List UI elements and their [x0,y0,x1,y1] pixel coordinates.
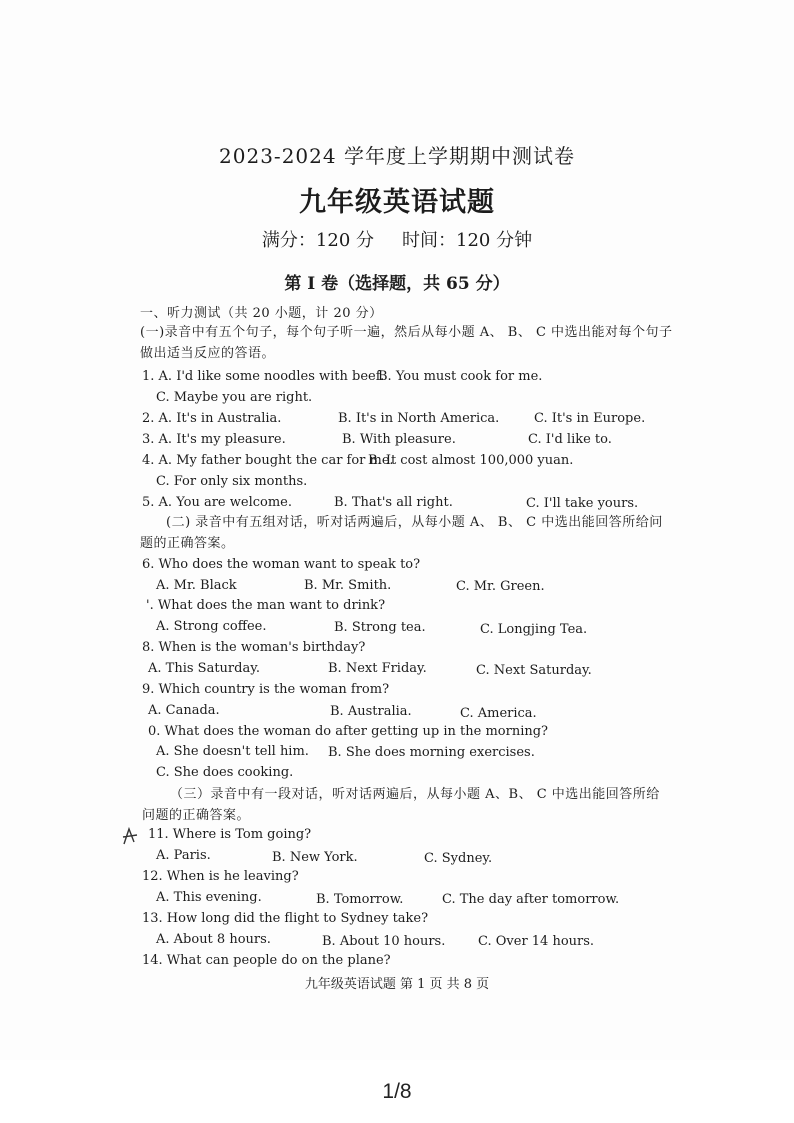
q2-option-b: B. It's in North America. [338,411,500,426]
q10-option-b: B. She does morning exercises. [328,745,535,760]
q13-option-b: B. About 10 hours. [322,934,446,949]
q9-option-c: C. America. [460,706,537,721]
q6-option-c: C. Mr. Green. [456,579,545,594]
q2-option-a: 2. A. It's in Australia. [142,411,282,426]
q14-stem: 14. What can people do on the plane? [142,953,391,968]
q7-option-a: A. Strong coffee. [156,619,267,634]
year-title: 2023-2024 学年度上学期期中测试卷 [219,144,575,168]
q3-option-a: 3. A. It's my pleasure. [142,432,286,447]
part1-title: 第 I 卷（选择题，共 65 分） [284,274,510,294]
q4-option-b: B. It cost almost 100,000 yuan. [368,453,574,468]
main-title: 九年级英语试题 [299,187,495,218]
q6-option-a: A. Mr. Black [156,578,237,593]
section1a-instruction-line2: 做出适当反应的答语。 [140,346,276,361]
q3-option-c: C. I'd like to. [528,432,612,447]
q11-option-a: A. Paris. [156,848,211,863]
q1-option-b: B. You must cook for me. [378,369,543,384]
q8-option-c: C. Next Saturday. [476,663,592,678]
q12-option-c: C. The day after tomorrow. [442,892,620,907]
q1-option-c: C. Maybe you are right. [156,390,313,405]
q11-option-c: C. Sydney. [424,851,493,866]
q9-option-a: A. Canada. [148,703,220,718]
section1-title: 一、听力测试（共 20 小题，计 20 分） [140,306,383,321]
q7-option-b: B. Strong tea. [334,620,426,635]
q5-option-b: B. That's all right. [334,495,453,510]
q1-option-a: 1. A. I'd like some noodles with beef. [142,369,385,384]
q6-stem: 6. Who does the woman want to speak to? [142,557,421,572]
q13-option-c: C. Over 14 hours. [478,934,595,949]
q10-option-a: A. She doesn't tell him. [156,744,309,759]
q7-stem: '. What does the man want to drink? [146,598,386,613]
q13-option-a: A. About 8 hours. [156,932,271,947]
section1b-instruction-line2: 题的正确答案。 [140,536,235,551]
q12-option-a: A. This evening. [156,890,262,905]
q3-option-b: B. With pleasure. [342,432,456,447]
time-limit: 时间：120 分钟 [402,230,533,251]
q4-option-a: 4. A. My father bought the car for me. [142,453,394,468]
q8-option-b: B. Next Friday. [328,661,427,676]
q11-option-b: B. New York. [272,850,358,865]
q6-option-b: B. Mr. Smith. [304,578,392,593]
q5-option-a: 5. A. You are welcome. [142,495,293,510]
section1b-instruction-line1: (二) 录音中有五组对话，听对话两遍后，从每小题 A、 B、 C 中选出能回答所给问 [166,515,663,530]
score-time-line [0,226,794,252]
section1c-instruction-line1: （三）录音中有一段对话，听对话两遍后，从每小题 A、B、 C 中选出能回答所给 [170,787,660,802]
q9-stem: 9. Which country is the woman from? [142,682,390,697]
q11-stem: 11. Where is Tom going? [148,827,312,842]
full-score: 满分：120 分 [261,230,374,251]
q8-stem: 8. When is the woman's birthday? [142,640,366,655]
q4-option-c: C. For only six months. [156,474,308,489]
q7-option-c: C. Longjing Tea. [480,622,588,637]
q5-option-c: C. I'll take yours. [526,496,639,511]
q13-stem: 13. How long did the flight to Sydney take? [142,911,429,926]
q10-stem: 0. What does the woman do after getting up in the morning? [148,724,549,739]
section1c-instruction-line2: 问题的正确答案。 [142,808,251,823]
q10-option-c: C. She does cooking. [156,765,294,780]
q9-option-b: B. Australia. [330,704,412,719]
q8-option-a: A. This Saturday. [148,661,260,676]
page-indicator: 1/8 [382,1080,412,1103]
q12-stem: 12. When is he leaving? [142,869,299,884]
q2-option-c: C. It's in Europe. [534,411,646,426]
q12-option-b: B. Tomorrow. [316,892,404,907]
page-footer: 九年级英语试题 第 1 页 共 8 页 [304,977,490,992]
section1a-instruction-line1: (一)录音中有五个句子，每个句子听一遍，然后从每小题 A、 B、 C 中选出能对每个句子 [140,325,673,340]
handwritten-mark-icon [120,826,142,848]
